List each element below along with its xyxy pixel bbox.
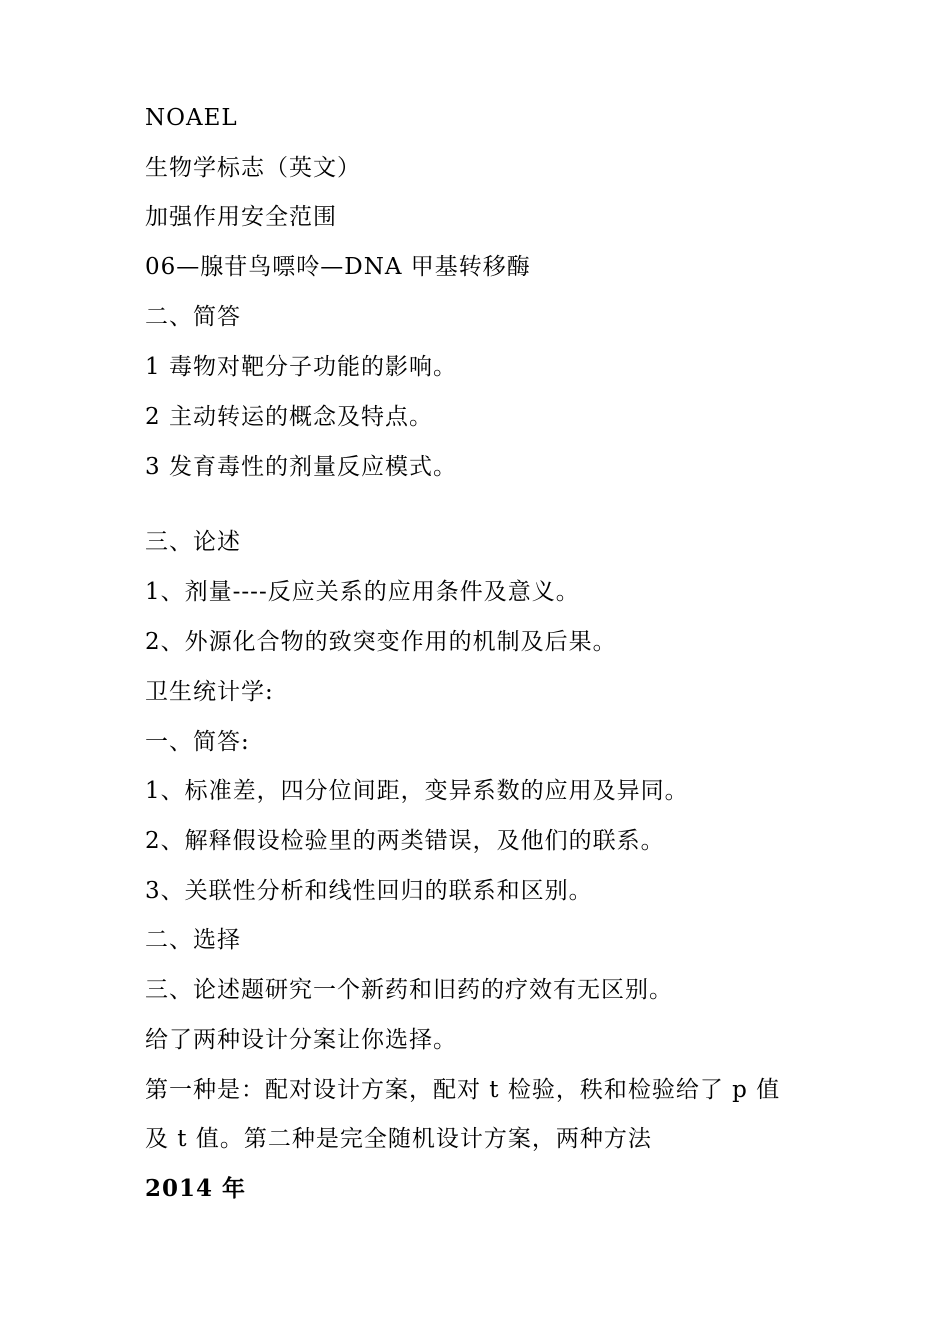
text-line-biomarker: 生物学标志（英文） (145, 155, 361, 181)
essay-design-first: 第一种是：配对设计方案，配对 t 检验，秩和检验给了 p 值 (145, 1077, 781, 1103)
essay-design-options: 给了两种设计分案让你选择。 (145, 1027, 457, 1053)
section-heading-short-answer: 二、简答 (145, 304, 241, 330)
question-item-2: 2 主动转运的概念及特点。 (145, 404, 433, 430)
stats-question-3: 3、关联性分析和线性回归的联系和区别。 (145, 878, 593, 904)
section-heading-choice: 二、选择 (145, 927, 241, 953)
year-heading: 2014 年 (145, 1175, 247, 1202)
subject-heading-statistics: 卫生统计学: (145, 679, 274, 705)
question-item-3: 3 发育毒性的剂量反应模式。 (145, 454, 457, 480)
essay-question-drug: 三、论述题研究一个新药和旧药的疗效有无区别。 (145, 977, 673, 1003)
stats-question-2: 2、解释假设检验里的两类错误，及他们的联系。 (145, 828, 665, 854)
essay-item-2: 2、外源化合物的致突变作用的机制及后果。 (145, 629, 617, 655)
section-heading-short-answer-stats: 一、简答: (145, 729, 250, 755)
question-item-1: 1 毒物对靶分子功能的影响。 (145, 354, 457, 380)
text-line-enzyme: 06—腺苷鸟嘌呤—DNA 甲基转移酶 (145, 254, 531, 280)
essay-design-second: 及 t 值。第二种是完全随机设计方案，两种方法 (145, 1126, 652, 1152)
text-line-noael: NOAEL (145, 105, 238, 131)
section-heading-essay: 三、论述 (145, 529, 241, 555)
essay-item-1: 1、剂量----反应关系的应用条件及意义。 (145, 579, 580, 605)
text-line-safety-range: 加强作用安全范围 (145, 204, 337, 230)
stats-question-1: 1、标准差，四分位间距，变异系数的应用及异同。 (145, 778, 689, 804)
